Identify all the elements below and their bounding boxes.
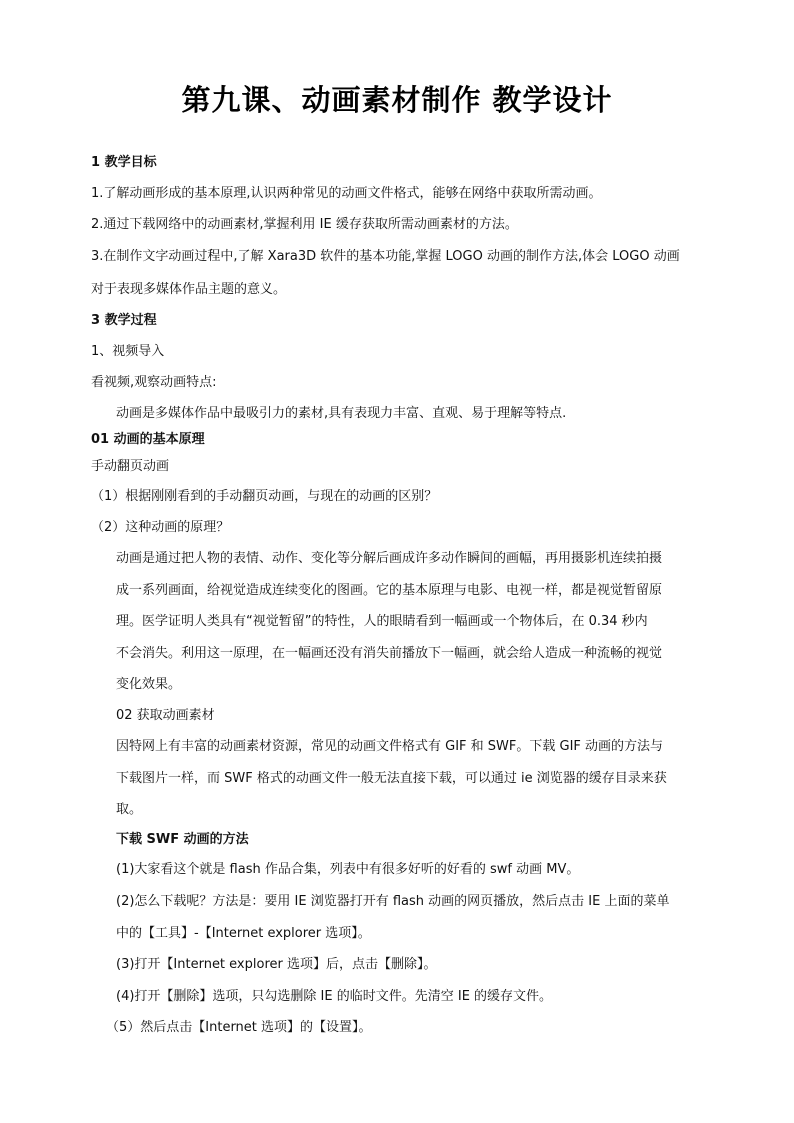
section-heading-objectives: 1 教学目标 — [91, 155, 157, 170]
materials-paragraph-line-3: 取。 — [116, 802, 143, 817]
principle-paragraph-line-2: 成一系列画面，给视觉造成连续变化的图画。它的基本原理与电影、电视一样，都是视觉暂留原 — [116, 583, 663, 598]
objective-3: 3.在制作文字动画过程中,了解 Xara3D 软件的基本功能,掌握 LOGO 动画的制作方法,体会 LOGO 动画 — [91, 249, 680, 264]
download-step-4: (4)打开【删除】选项，只勾选删除 IE 的临时文件。先清空 IE 的缓存文件。 — [116, 989, 553, 1004]
principle-paragraph-line-5: 变化效果。 — [116, 677, 182, 692]
materials-paragraph-line-2: 下载图片一样，而 SWF 格式的动画文件一般无法直接下载，可以通过 ie 浏览器的缓存目录来获 — [116, 771, 667, 786]
principle-paragraph-line-4: 不会消失。利用这一原理，在一幅画还没有消失前播放下一幅画，就会给人造成一种流畅的视觉 — [116, 646, 663, 661]
materials-paragraph-line-1: 因特网上有丰富的动画素材资源，常见的动画文件格式有 GIF 和 SWF。下载 GIF 动画的方法与 — [116, 739, 664, 754]
download-step-2: (2)怎么下载呢？方法是：要用 IE 浏览器打开有 flash 动画的网页播放，然后点击 IE 上面的菜单 — [116, 894, 670, 909]
watch-video-text: 看视频,观察动画特点: — [91, 375, 217, 390]
question-2: （2）这种动画的原理？ — [91, 520, 230, 535]
download-step-2-continued: 中的【工具】-【Internet explorer 选项】。 — [116, 926, 371, 941]
objective-1: 1.了解动画形成的基本原理,认识两种常见的动画文件格式，能够在网络中获取所需动画。 — [91, 186, 602, 201]
download-step-5: （5）然后点击【Internet 选项】的【设置】。 — [106, 1020, 372, 1035]
objective-3-continued: 对于表现多媒体作品主题的意义。 — [91, 282, 287, 297]
subheading-get-materials: 02 获取动画素材 — [116, 708, 215, 723]
download-step-3: (3)打开【Internet explorer 选项】后，点击【删除】。 — [116, 957, 437, 972]
step-video-intro: 1、视频导入 — [91, 344, 165, 359]
download-step-1: (1)大家看这个就是 flash 作品合集，列表中有很多好听的好看的 swf 动画 MV。 — [116, 862, 580, 877]
subheading-download-swf: 下载 SWF 动画的方法 — [116, 832, 249, 847]
subheading-principle: 01 动画的基本原理 — [91, 432, 205, 447]
flipbook-heading: 手动翻页动画 — [91, 459, 170, 474]
animation-feature-text: 动画是多媒体作品中最吸引力的素材,具有表现力丰富、直观、易于理解等特点. — [116, 406, 567, 421]
principle-paragraph-line-3: 理。医学证明人类具有“视觉暂留”的特性，人的眼睛看到一幅画或一个物体后，在 0.34 秒内 — [116, 614, 648, 629]
section-heading-process: 3 教学过程 — [91, 313, 157, 328]
principle-paragraph-line-1: 动画是通过把人物的表情、动作、变化等分解后画成许多动作瞬间的画幅，再用摄影机连续拍摄 — [116, 551, 663, 566]
objective-2: 2.通过下载网络中的动画素材,掌握利用 IE 缓存获取所需动画素材的方法。 — [91, 217, 518, 232]
document-title: 第九课、动画素材制作 教学设计 — [181, 83, 613, 117]
question-1: （1）根据刚刚看到的手动翻页动画，与现在的动画的区别？ — [91, 489, 438, 504]
